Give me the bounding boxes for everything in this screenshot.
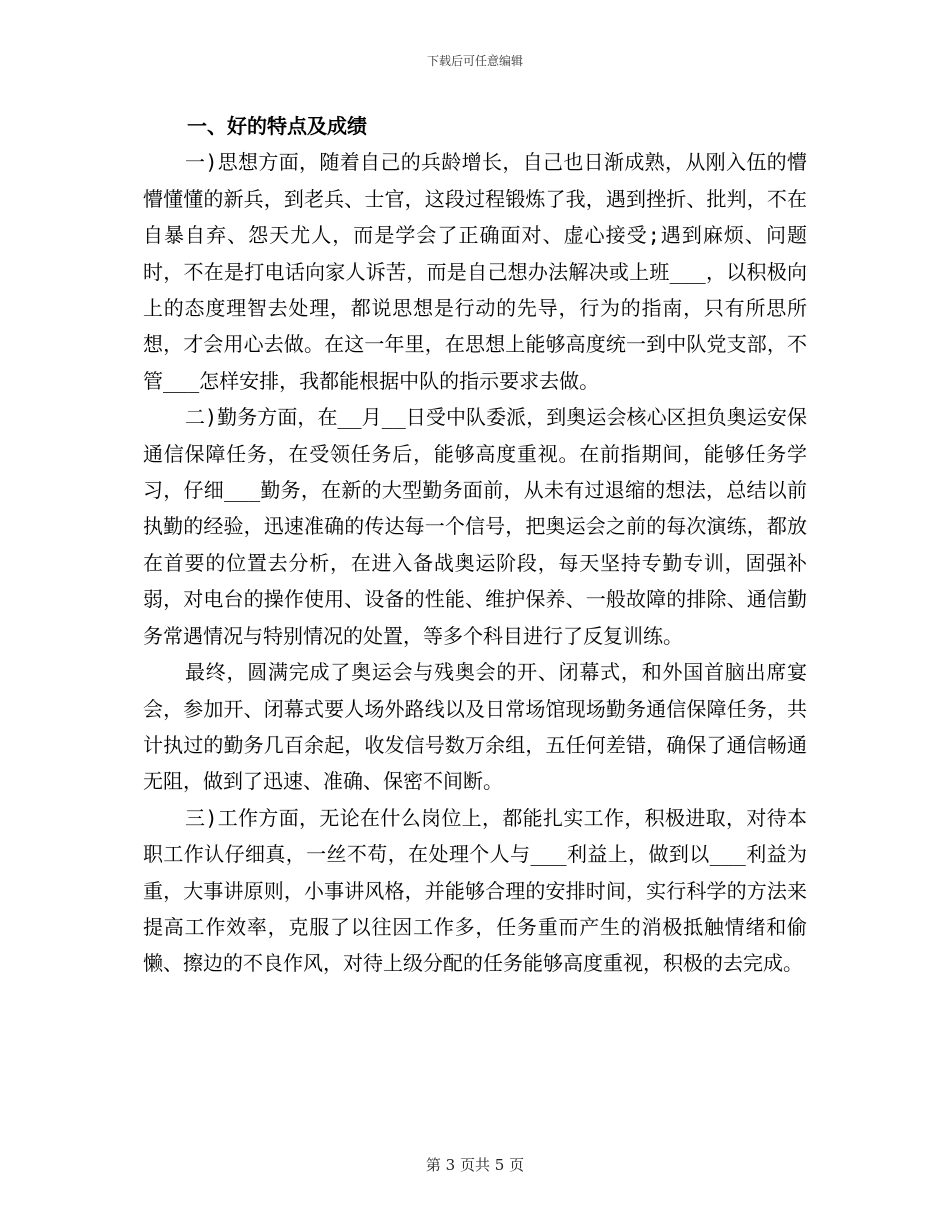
paragraph-result: 最终，圆满完成了奥运会与残奥会的开、闭幕式，和外国首脑出席宴会，参加开、闭幕式要人场外路线以及日常场馆现场勤务通信保障任务，共计执过的勤务几百余起，收发信号数万余组，五任何差错，确保了通信畅通无阻，做到了迅速、准确、保密不间断。 (143, 660, 807, 794)
paragraph-work: 三)工作方面，无论在什么岗位上，都能扎实工作，积极进取，对待本职工作认仔细真，一丝不苟，在处理个人与___利益上，做到以___利益为重，大事讲原则，小事讲风格，并能够合理的安排时间，实行科学的方法来提高工作效率，克服了以往因工作多，任务重而产生的消极抵触情绪和偷懒、擦边的不良作风，对待上级分配的任务能够高度重视，积极的去完成。 (143, 805, 807, 976)
section-heading: 一、好的特点及成绩 (187, 114, 367, 138)
page-header: 下载后可任意编辑 (426, 54, 523, 68)
paragraph-duty: 二)勤务方面，在__月__日受中队委派，到奥运会核心区担负奥运安保通信保障任务，在受领任务后，能够高度重视。在前指期间，能够任务学习，仔细___勤务，在新的大型勤务面前，从未有过退缩的想法，总结以前执勤的经验，迅速准确的传达每一个信号，把奥运会之前的每次演练，都放在首要的位置去分析，在进入备战奥运阶段，每天坚持专勤专训，固强补弱，对电台的操作使用、设备的性能、维护保养、一般故障的排除、通信勤务常遇情况与特别情况的处置，等多个科目进行了反复训练。 (143, 405, 807, 648)
paragraph-thought: 一)思想方面，随着自己的兵龄增长，自己也日渐成熟，从刚入伍的懵懵懂懂的新兵，到老兵、士官，这段过程锻炼了我，遇到挫折、批判，不在自暴自弃、怨天尤人，而是学会了正确面对、虚心接受;遇到麻烦、问题时，不在是打电话向家人诉苦，而是自己想办法解决或上班___，以积极向上的态度理智去处理，都说思想是行动的先导，行为的指南，只有所思所想，才会用心去做。在这一年里，在思想上能够高度统一到中队党支部，不管___怎样安排，我都能根据中队的指示要求去做。 (143, 150, 807, 393)
page-footer: 第 3 页共 5 页 (425, 1156, 525, 1174)
document-body (143, 108, 807, 982)
